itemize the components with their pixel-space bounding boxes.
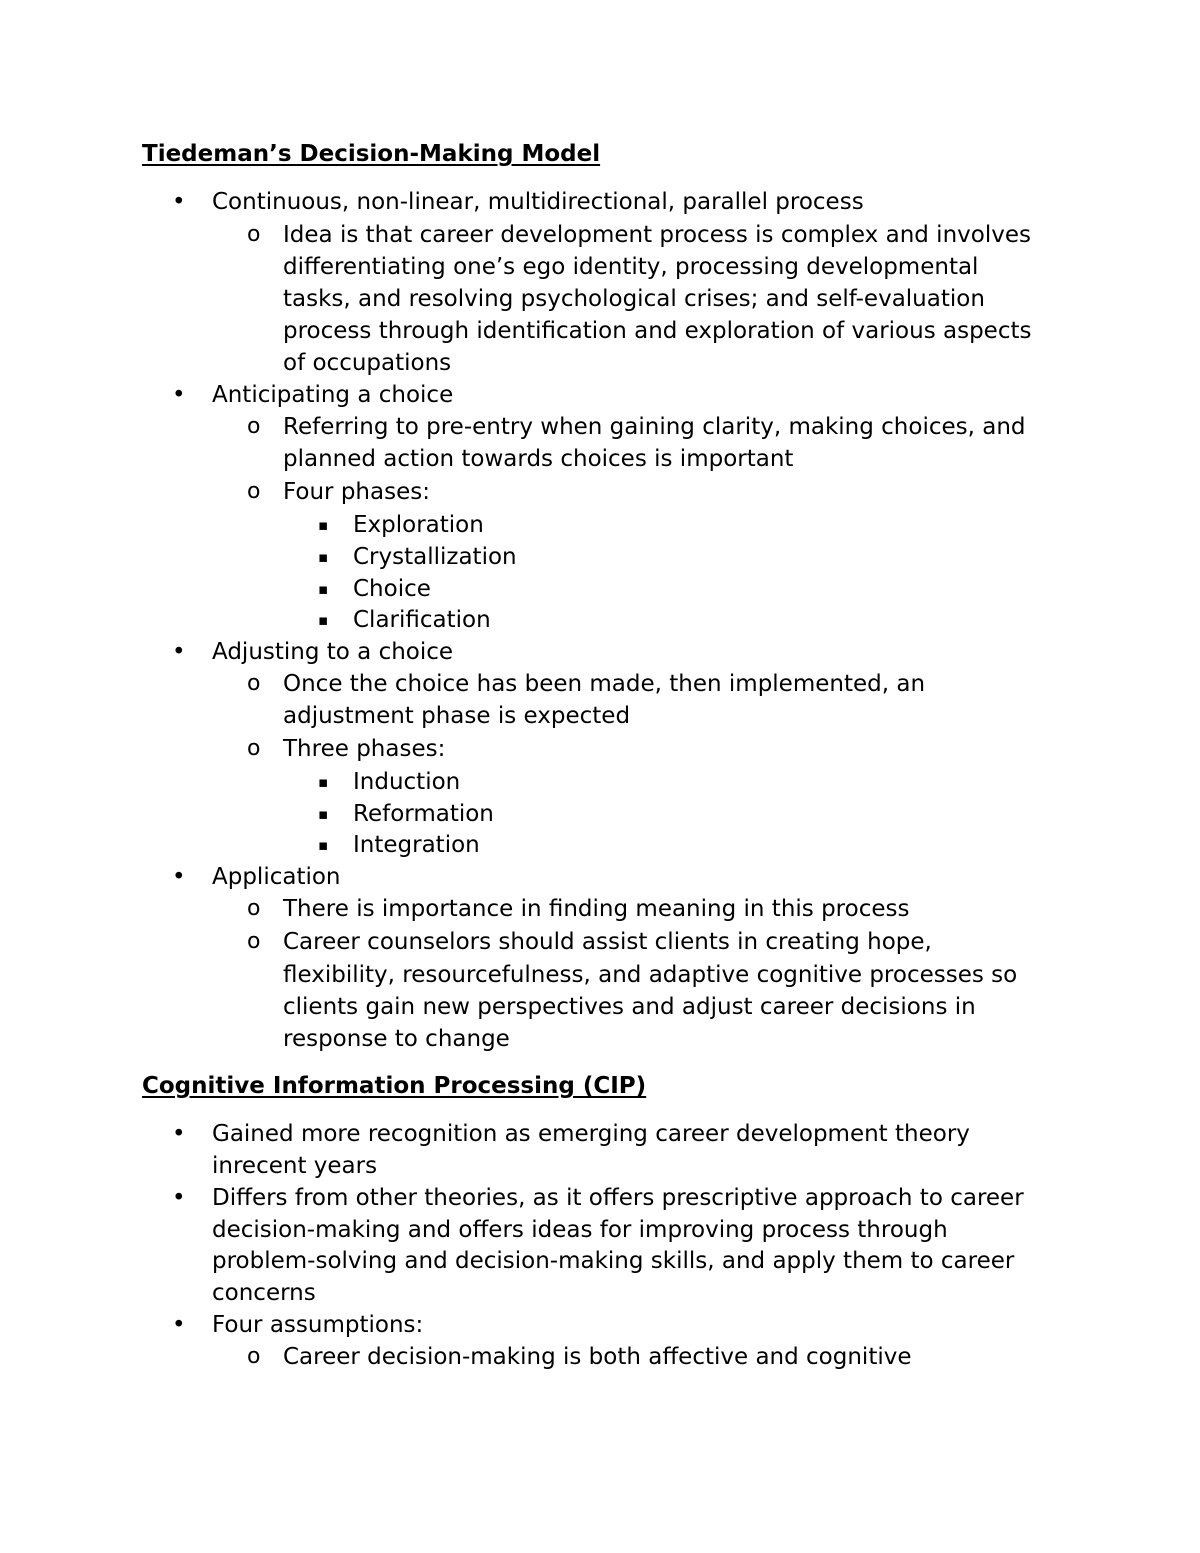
square-bullet-marker: ▪	[318, 516, 329, 534]
square-bullet-marker: ▪	[318, 836, 329, 854]
sub-bullet-marker: o	[247, 414, 261, 439]
square-bullet-marker: ▪	[318, 548, 329, 566]
square-bullet-marker: ▪	[318, 805, 329, 823]
list-item-line: Gained more recognition as emerging career development theory	[212, 1121, 970, 1147]
list-item-line: decision-making and offers ideas for improving process through	[212, 1217, 948, 1243]
sub-bullet-marker: o	[247, 671, 261, 696]
sub-bullet-marker: o	[247, 1344, 261, 1369]
list-item-line: flexibility, resourcefulness, and adaptive cognitive processes so	[283, 962, 1018, 988]
bullet-marker: •	[172, 1185, 186, 1211]
list-item-line: adjustment phase is expected	[283, 703, 631, 729]
list-item-line: response to change	[283, 1026, 510, 1052]
section-heading-tiedeman: Tiedeman’s Decision-Making Model	[142, 141, 601, 167]
list-item-line: differentiating one’s ego identity, processing developmental	[283, 254, 979, 280]
list-item: Crystallization	[353, 544, 517, 570]
square-bullet-marker: ▪	[318, 611, 329, 629]
list-item: Choice	[353, 576, 431, 602]
list-item: Exploration	[353, 512, 484, 538]
square-bullet-marker: ▪	[318, 773, 329, 791]
list-item: Induction	[353, 769, 461, 795]
list-item-line: tasks, and resolving psychological crises; and self-evaluation	[283, 286, 985, 312]
bullet-marker: •	[172, 639, 186, 665]
square-bullet-marker: ▪	[318, 580, 329, 598]
list-item: Clarification	[353, 607, 491, 633]
sub-bullet-marker: o	[247, 479, 261, 504]
list-item-line: Once the choice has been made, then implemented, an	[283, 671, 926, 697]
list-item: Integration	[353, 832, 480, 858]
bullet-marker: •	[172, 1121, 186, 1147]
list-item: Adjusting to a choice	[212, 639, 454, 665]
list-item-line: inrecent years	[212, 1153, 378, 1179]
list-item-line: Differs from other theories, as it offers prescriptive approach to career	[212, 1185, 1024, 1211]
sub-bullet-marker: o	[247, 896, 261, 921]
list-item-line: problem-solving and decision-making skills, and apply them to career	[212, 1248, 1015, 1274]
bullet-marker: •	[172, 864, 186, 890]
list-item: Reformation	[353, 801, 494, 827]
list-item: Three phases:	[283, 736, 446, 762]
bullet-marker: •	[172, 382, 186, 408]
list-item-line: process through identification and exploration of various aspects	[283, 318, 1032, 344]
sub-bullet-marker: o	[247, 736, 261, 761]
list-item: There is importance in finding meaning in this process	[283, 896, 910, 922]
section-heading-cip: Cognitive Information Processing (CIP)	[142, 1073, 647, 1099]
sub-bullet-marker: o	[247, 222, 261, 247]
list-item-line: Career counselors should assist clients in creating hope,	[283, 929, 932, 955]
list-item-line: of occupations	[283, 350, 452, 376]
list-item: Anticipating a choice	[212, 382, 454, 408]
list-item: Continuous, non-linear, multidirectional, parallel process	[212, 189, 864, 215]
list-item-line: planned action towards choices is important	[283, 446, 794, 472]
list-item: Four assumptions:	[212, 1312, 424, 1338]
sub-bullet-marker: o	[247, 929, 261, 954]
list-item: Four phases:	[283, 479, 430, 505]
bullet-marker: •	[172, 189, 186, 215]
list-item: Application	[212, 864, 341, 890]
list-item-line: Idea is that career development process is complex and involves	[283, 222, 1031, 248]
bullet-marker: •	[172, 1312, 186, 1338]
list-item-line: Referring to pre-entry when gaining clarity, making choices, and	[283, 414, 1026, 440]
list-item-line: concerns	[212, 1280, 316, 1306]
list-item-line: clients gain new perspectives and adjust career decisions in	[283, 994, 976, 1020]
list-item: Career decision-making is both affective and cognitive	[283, 1344, 912, 1370]
